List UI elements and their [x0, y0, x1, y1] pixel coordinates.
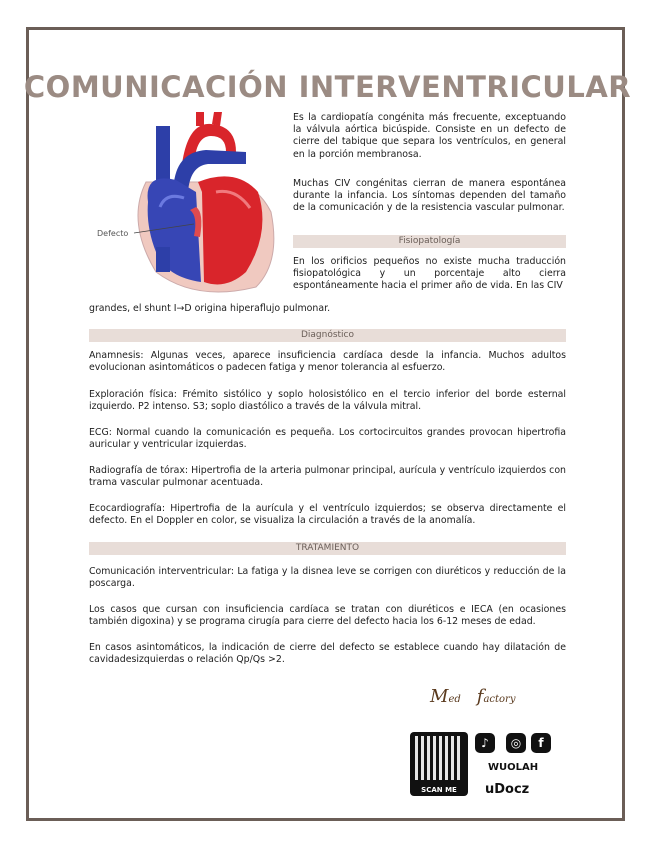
diagnostico-item-exploracion: Exploración física: Frémito sistólico y soplo holosistólico en el tercio inferior del borde esternal izquierdo. P2 intenso. S3; soplo diastólico a través de la válvula mitral. — [89, 389, 566, 413]
tratamiento-item-3: En casos asintomáticos, la indicación de cierre del defecto se establece cuando hay dilatación de cavidadesizquierdas o relación Qp/Qs >2. — [89, 642, 566, 666]
tiktok-icon[interactable]: ♪ — [475, 733, 495, 753]
instagram-icon[interactable]: ◎ — [506, 733, 526, 753]
figure-label-defecto: Defecto — [97, 229, 129, 238]
udocz-logo[interactable]: uDocz — [485, 782, 530, 797]
facebook-icon[interactable]: f — [531, 733, 551, 753]
diagnostico-item-ecocardiografia: Ecocardiografía: Hipertrofia de la aurícula y el ventrículo izquierdos; se observa directamente el defecto. En el Doppler en color, se visualiza la circulación a través de la anomalía. — [89, 503, 566, 527]
heart-illustration — [86, 112, 286, 302]
section-header-fisiopatologia: Fisiopatología — [293, 235, 566, 248]
tratamiento-item-2: Los casos que cursan con insuficiencia cardíaca se tratan con diuréticos e IECA (en ocasiones también digoxina) y se programa cirugía para cierre del defecto hacia los 6-12 meses de edad. — [89, 604, 566, 628]
diagnostico-item-radiografia: Radiografía de tórax: Hipertrofia de la arteria pulmonar principal, aurícula y ventrículo izquierdos con trama vascular pulmonar acentuada. — [89, 465, 566, 489]
tratamiento-item-1: Comunicación interventricular: La fatiga y la disnea leve se corrigen con diuréticos y reducción de la poscarga. — [89, 566, 566, 590]
scan-me-label: SCAN ME — [421, 786, 457, 794]
diagnostico-item-anamnesis: Anamnesis: Algunas veces, aparece insuficiencia cardíaca desde la infancia. Muchos adultos evolucionan asintomáticos o padecen fatiga y menor tolerancia al esfuerzo. — [89, 350, 566, 374]
medfactory-logo: Med factory — [430, 686, 516, 707]
fisiopatologia-text-b: grandes, el shunt I→D origina hiperaflujo pulmonar. — [89, 303, 331, 314]
intro-paragraph-1: Es la cardiopatía congénita más frecuente, exceptuando la válvula aórtica bicúspide. Consiste en un defecto de cierre del tabique que separa los ventrículos, en general en la porción membranosa. — [293, 112, 566, 160]
diagnostico-item-ecg: ECG: Normal cuando la comunicación es pequeña. Los cortocircuitos grandes provocan hipertrofia auricular y ventricular izquierdas. — [89, 427, 566, 451]
intro-paragraph-2: Muchas CIV congénitas cierran de manera espontánea durante la infancia. Los síntomas dependen del tamaño de la comunicación y de la resistencia vascular pulmonar. — [293, 178, 566, 214]
wuolah-logo[interactable]: WUOLAH — [488, 762, 539, 773]
qr-code[interactable] — [410, 732, 468, 796]
qr-pattern — [415, 736, 463, 780]
section-header-tratamiento: TRATAMIENTO — [89, 542, 566, 555]
page-title: COMUNICACIÓN INTERVENTRICULAR — [23, 70, 632, 104]
fisiopatologia-text-a: En los orificios pequeños no existe mucha traducción fisiopatológica y un porcentaje alto cierra espontáneamente hacia el primer año de vida. En las CIV — [293, 256, 566, 292]
section-header-diagnostico: Diagnóstico — [89, 329, 566, 342]
